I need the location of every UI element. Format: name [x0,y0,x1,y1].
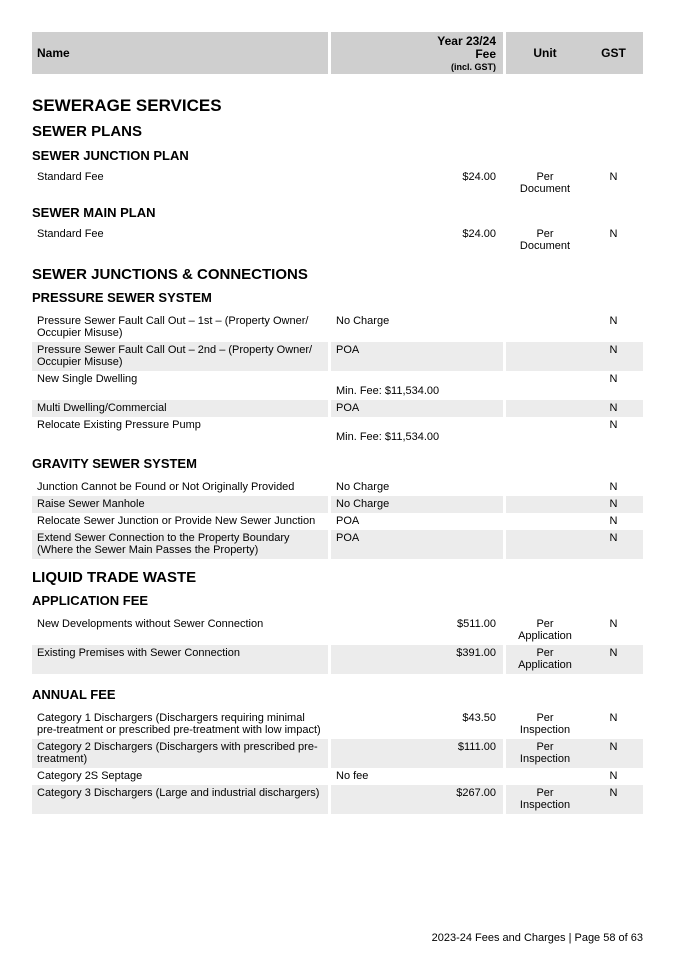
table-row [32,513,643,530]
table-row [32,496,643,513]
row-gst: N [609,618,618,630]
row-fee: $24.00 [462,171,496,183]
page-footer: 2023-24 Fees and Charges | Page 58 of 63 [431,932,643,944]
row-name: New Single Dwelling [37,373,138,385]
header-gst: GST [584,32,643,74]
row-name: Multi Dwelling/Commercial [32,400,328,417]
row-name: Pressure Sewer Fault Call Out – 2nd – (Property Owner/ Occupier Misuse) [32,342,328,371]
row-name: Standard Fee [37,171,104,183]
row-unit: Per Document [519,171,571,195]
row-gst: N [609,770,618,782]
row-name: Relocate Sewer Junction or Provide New Sewer Junction [37,515,316,527]
row-fee: Min. Fee: $11,534.00 [336,385,440,397]
table-header [32,32,643,74]
row-fee: No Charge [331,496,503,513]
table-row [32,768,643,785]
table-row [32,169,643,199]
row-gst: N [584,496,643,513]
table-row [32,417,643,446]
row-fee: POA [331,342,503,371]
header-name: Name [32,32,328,74]
group-title: SEWER JUNCTION PLAN [32,148,189,163]
row-unit: Per Document [519,228,571,252]
row-name: Category 2 Dischargers (Dischargers with prescribed pre-treatment) [32,739,328,768]
table-row [32,313,643,342]
row-name: Pressure Sewer Fault Call Out – 1st – (Property Owner/ Occupier Misuse) [37,315,309,339]
group-title: ANNUAL FEE [32,687,116,702]
row-name: Junction Cannot be Found or Not Originally Provided [37,481,295,493]
row-gst: N [584,739,643,768]
header-fee [331,32,503,74]
row-unit: Per Application [518,618,572,642]
row-name: Category 3 Dischargers (Large and industrial dischargers) [32,785,328,814]
row-gst: N [609,373,618,385]
table-row [32,479,643,496]
row-unit [506,400,584,417]
row-fee: No Charge [336,315,390,327]
row-fee: $267.00 [331,785,503,814]
subsection-title: SEWER PLANS [32,123,143,140]
row-unit: Per Inspection [506,739,584,768]
row-fee: Min. Fee: $11,534.00 [336,431,440,443]
row-unit [506,417,584,446]
row-gst: N [609,228,618,240]
row-fee: POA [331,530,503,559]
table-row [32,400,643,417]
row-name: Extend Sewer Connection to the Property Boundary (Where the Sewer Main Passes the Property) [32,530,328,559]
row-name: New Developments without Sewer Connection [37,618,264,630]
row-unit [506,768,584,785]
group-title: GRAVITY SEWER SYSTEM [32,456,197,471]
row-unit [506,479,584,496]
group-title: APPLICATION FEE [32,593,149,608]
row-gst: N [584,645,643,674]
fees-page [32,32,643,814]
row-fee: $111.00 [331,739,503,768]
subsection-title: SEWER JUNCTIONS & CONNECTIONS [32,266,308,283]
table-row [32,739,643,768]
group-title: SEWER MAIN PLAN [32,205,156,220]
header-fee-year: Year 23/24 [437,34,496,48]
row-gst: N [609,419,618,431]
row-gst: N [609,712,618,724]
group-title: PRESSURE SEWER SYSTEM [32,290,212,305]
header-fee-label: Fee [475,47,496,61]
row-fee: No fee [336,770,369,782]
row-name: Standard Fee [37,228,104,240]
table-row [32,342,643,371]
row-fee: $43.50 [462,712,496,724]
row-gst: N [609,315,618,327]
row-unit: Per Inspection [506,785,584,814]
table-row [32,226,643,256]
row-fee: POA [336,515,360,527]
row-unit [506,513,584,530]
header-unit: Unit [506,32,584,74]
row-gst: N [584,785,643,814]
row-gst: N [584,342,643,371]
header-fee-gst-note: (incl. GST) [451,62,496,72]
row-name: Category 1 Dischargers (Dischargers requiring minimal pre-treatment or prescribed pre-treatment with low impact) [37,712,321,736]
row-name: Existing Premises with Sewer Connection [32,645,328,674]
subsection-title: LIQUID TRADE WASTE [32,569,197,586]
row-unit [506,371,584,400]
row-gst: N [584,530,643,559]
row-fee: No Charge [336,481,390,493]
table-row [32,710,643,739]
row-fee: $511.00 [457,618,496,630]
row-unit [506,496,584,513]
row-unit [506,313,584,342]
row-unit [506,530,584,559]
table-row [32,616,643,645]
table-row [32,530,643,559]
table-row [32,645,643,674]
row-fee: $391.00 [331,645,503,674]
row-name: Relocate Existing Pressure Pump [37,419,201,431]
table-row [32,785,643,814]
row-gst: N [609,515,618,527]
row-gst: N [609,481,618,493]
row-unit [506,342,584,371]
section-title: SEWERAGE SERVICES [32,96,222,115]
row-gst: N [584,400,643,417]
row-name: Raise Sewer Manhole [32,496,328,513]
row-fee: $24.00 [462,228,496,240]
table-row [32,371,643,400]
row-fee: POA [331,400,503,417]
row-unit: Per Inspection [519,712,571,736]
row-name: Category 2S Septage [37,770,143,782]
row-gst: N [609,171,618,183]
row-unit: Per Application [506,645,584,674]
